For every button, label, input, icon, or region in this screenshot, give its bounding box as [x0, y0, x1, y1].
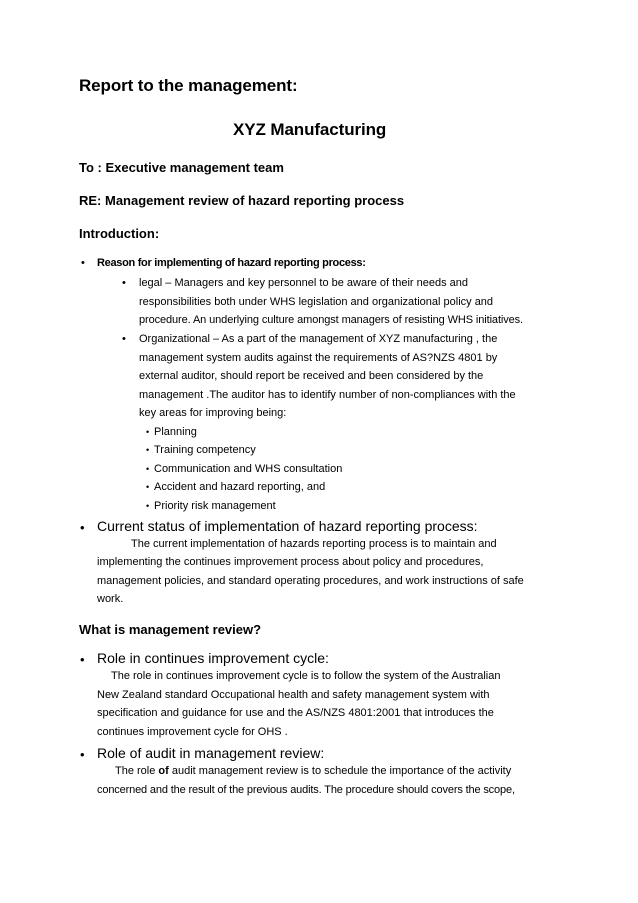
org-line-1: Organizational – As a part of the management of XYZ manufacturing , the	[139, 333, 498, 345]
bullet-icon: •	[146, 501, 150, 511]
role-audit-line-1	[115, 765, 511, 777]
current-status-line-4: work.	[97, 593, 124, 605]
org-line-5: key areas for improving being:	[139, 407, 287, 419]
bullet-icon: •	[146, 427, 150, 437]
key-area-item: Planning	[154, 426, 197, 438]
key-area-item: Priority risk management	[154, 500, 276, 512]
org-line-4: management .The auditor has to identify number of non-compliances with the	[139, 389, 516, 401]
legal-line-2: responsibilities both under WHS legislation and organizational policy and	[139, 296, 494, 308]
report-title: Report to the management:	[79, 76, 298, 95]
bullet-icon: •	[146, 482, 150, 492]
current-status-line-1: The current implementation of hazards reporting process is to maintain and	[131, 538, 497, 550]
role-cycle-heading: Role in continues improvement cycle:	[97, 650, 329, 666]
bullet-icon: •	[80, 747, 85, 762]
key-area-item: Accident and hazard reporting, and	[154, 481, 326, 493]
current-status-heading: Current status of implementation of hazard reporting process:	[97, 518, 478, 534]
role-audit-line-1-pre: The role	[115, 765, 159, 777]
bullet-icon: •	[80, 520, 85, 535]
reason-heading: Reason for implementing of hazard reporting process:	[97, 257, 366, 269]
role-audit-line-2: concerned and the result of the previous audits. The procedure should covers the scope,	[97, 784, 515, 796]
introduction-heading: Introduction:	[79, 226, 160, 241]
role-audit-line-1-post: audit management review is to schedule the importance of the activity	[168, 765, 512, 777]
company-name: XYZ Manufacturing	[233, 120, 387, 139]
re-line: RE: Management review of hazard reporting process	[79, 193, 405, 208]
role-cycle-line-1: The role in continues improvement cycle is to follow the system of the Australian	[111, 670, 501, 682]
org-line-2: management system audits against the requirements of AS?NZS 4801 by	[139, 352, 498, 364]
role-cycle-line-3: specification and guidance for use and the AS/NZS 4801:2001 that introduces the	[97, 707, 494, 719]
bullet-icon: •	[81, 257, 85, 269]
bullet-icon: •	[146, 445, 150, 455]
management-review-heading: What is management review?	[79, 622, 262, 637]
org-line-3: external auditor, should report be received and been considered by the	[139, 370, 484, 382]
role-cycle-line-4: continues improvement cycle for OHS .	[97, 726, 288, 738]
bullet-icon: •	[122, 277, 126, 289]
legal-line-1: legal – Managers and key personnel to be aware of their needs and	[139, 277, 468, 289]
legal-line-3: procedure. An underlying culture amongst managers of resisting WHS initiatives.	[139, 314, 524, 326]
current-status-line-2: implementing the continues improvement process about policy and procedures,	[97, 556, 484, 568]
bullet-icon: •	[80, 652, 85, 667]
role-audit-line-1-bold: of	[158, 765, 169, 777]
current-status-line-3: management policies, and standard operating procedures, and work instructions of safe	[97, 575, 524, 587]
to-line: To : Executive management team	[79, 160, 284, 175]
role-audit-heading: Role of audit in management review:	[97, 745, 325, 761]
role-cycle-line-2: New Zealand standard Occupational health and safety management system with	[97, 689, 490, 701]
key-area-item: Training competency	[154, 444, 256, 456]
key-area-item: Communication and WHS consultation	[154, 463, 343, 475]
bullet-icon: •	[122, 333, 126, 345]
bullet-icon: •	[146, 464, 150, 474]
